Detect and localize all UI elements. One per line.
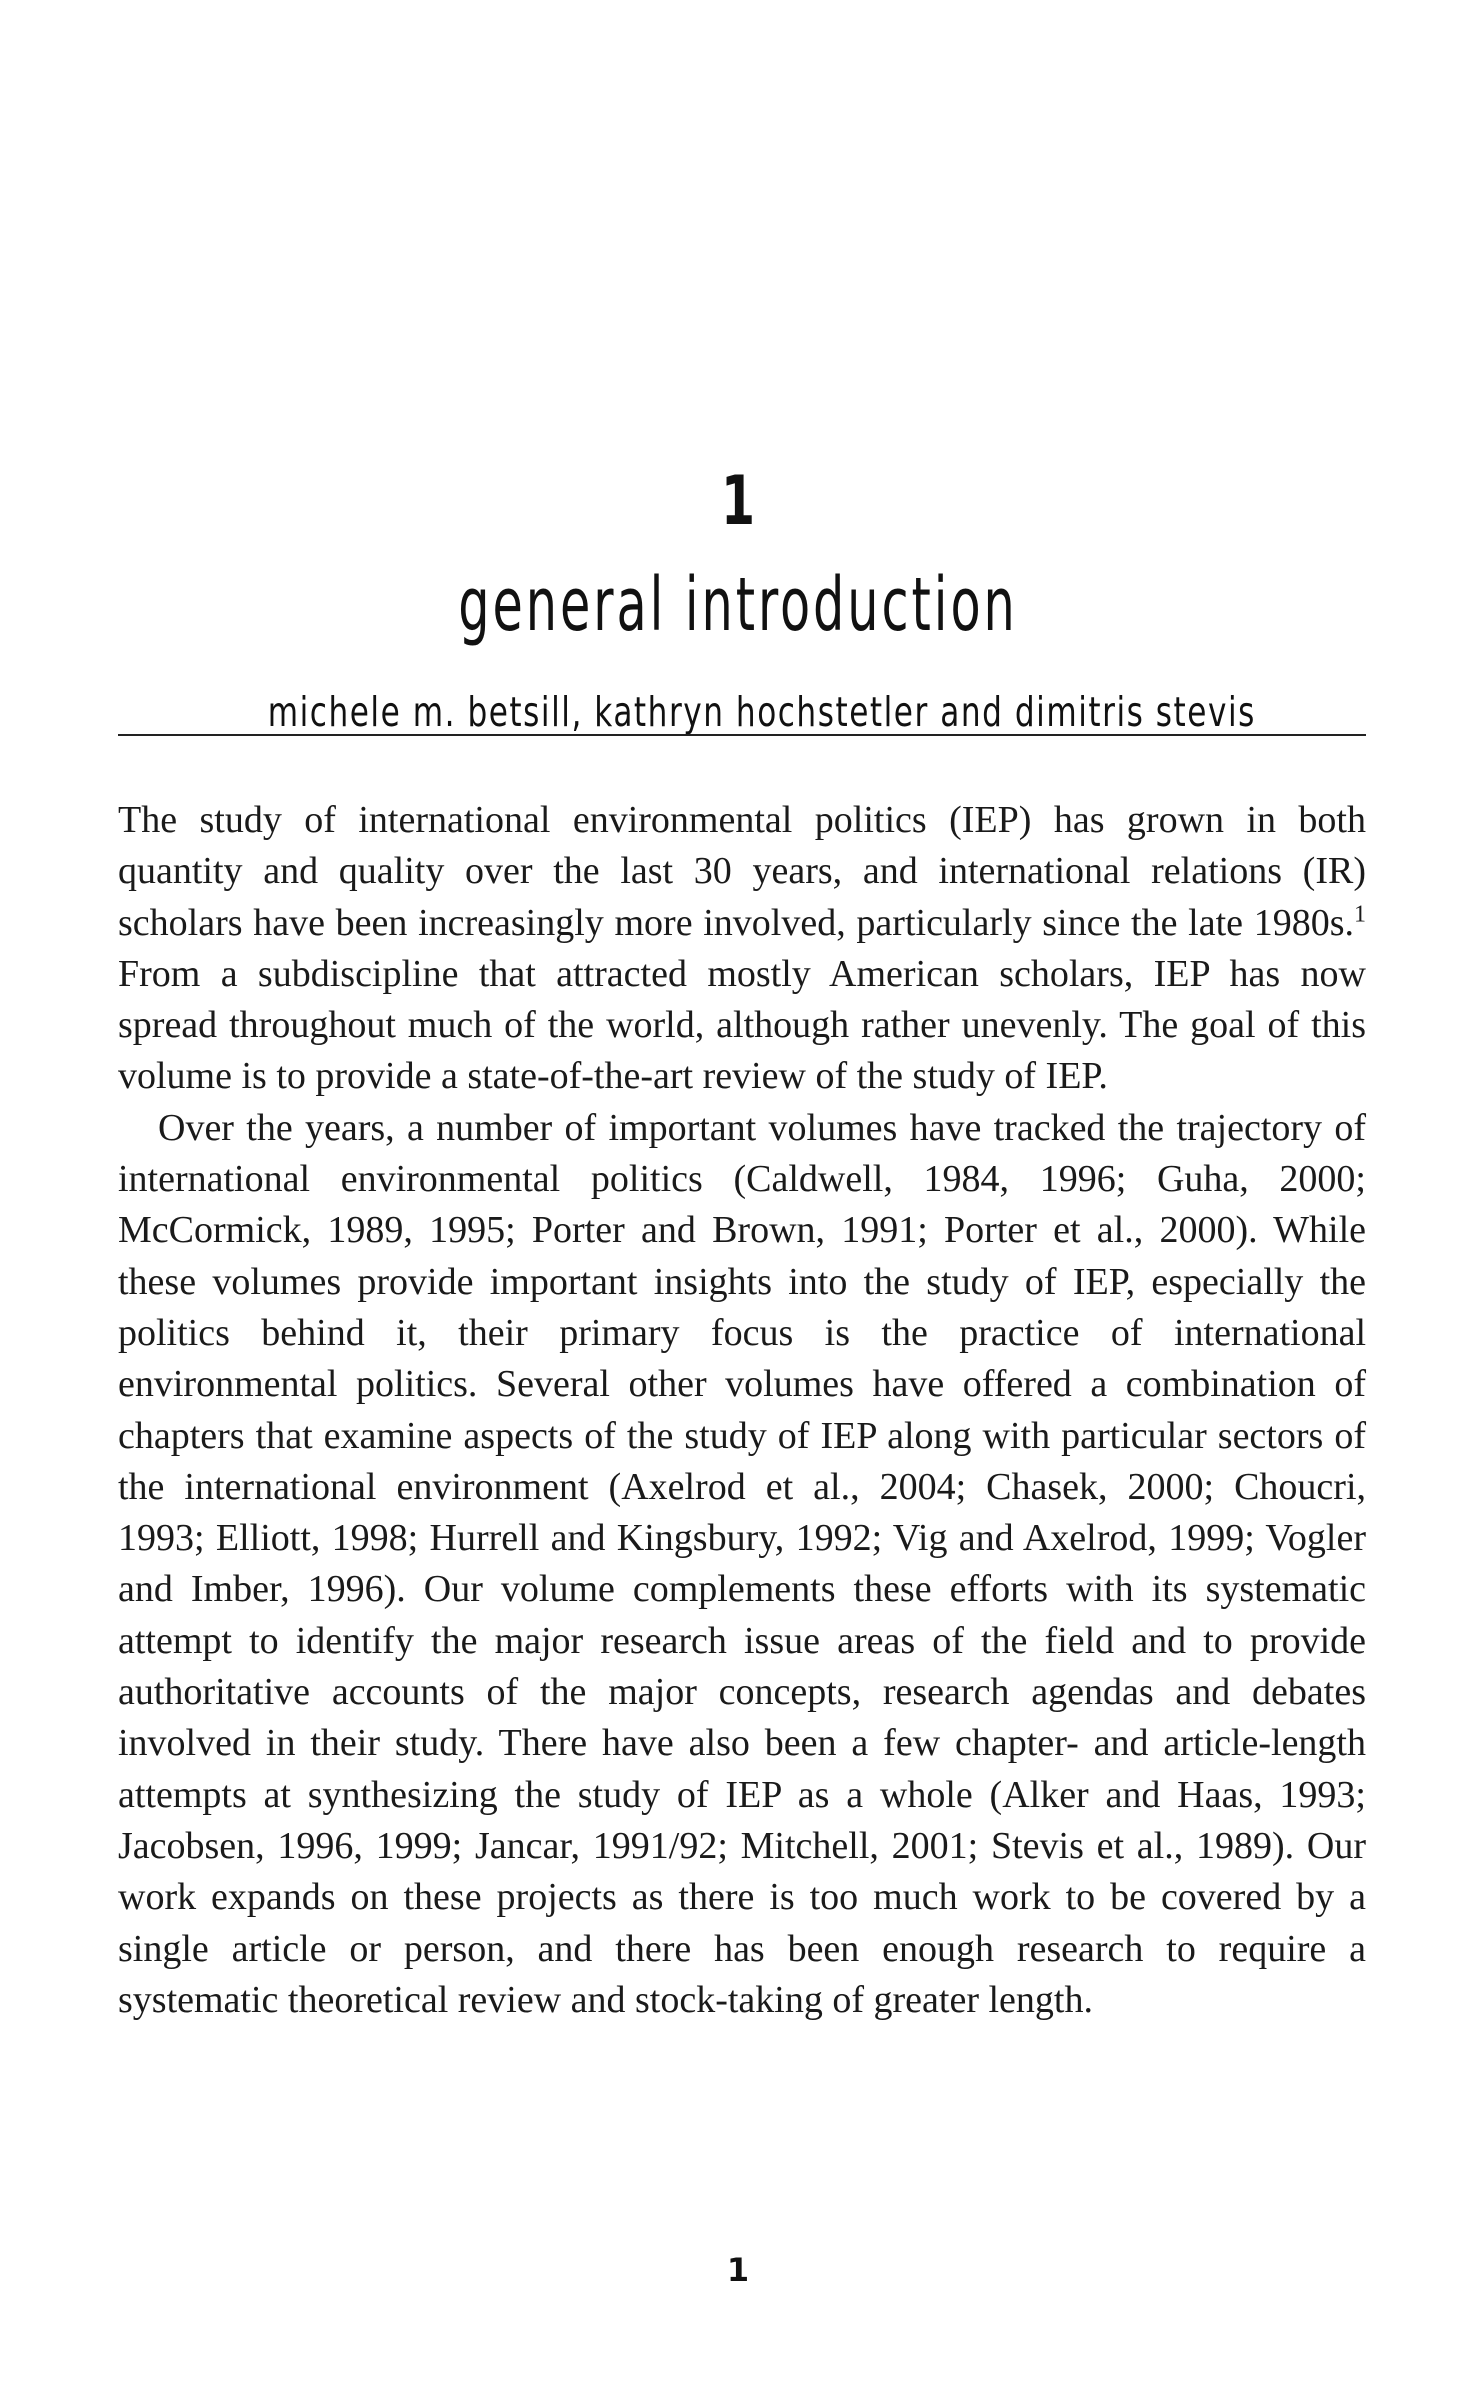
title-divider bbox=[118, 734, 1366, 736]
chapter-authors: michele m. betsill, kathryn hochstetler and dimitris stevis bbox=[267, 688, 1256, 736]
footnote-reference[interactable]: 1 bbox=[1354, 900, 1366, 927]
paragraph-1 bbox=[118, 795, 1366, 1103]
chapter-number: 1 bbox=[720, 462, 756, 541]
page-number: 1 bbox=[726, 2251, 750, 2289]
chapter-title: general introduction bbox=[458, 562, 1018, 648]
body-text bbox=[118, 795, 1366, 2026]
paragraph-1-text-a: The study of international environmental politics (IEP) has grown in both quantity and quality over the last 30 years, and international relations (IR) scholars have been increasingly more involved, particularly since the late 1980s. bbox=[118, 799, 1366, 944]
paragraph-2: Over the years, a number of important volumes have tracked the trajectory of international environmental politics (Caldwell, 1984, 1996; Guha, 2000; McCormick, 1989, 1995; Porter and Brown, 1991; Porter et al., 2000). While these volumes provide important insights into the study of IEP, especially the politics behind it, their primary focus is the practice of international environmental politics. Several other volumes have offered a combination of chapters that examine aspects of the study of IEP along with particular sectors of the international environment (Axelrod et al., 2004; Chasek, 2000; Choucri, 1993; Elliott, 1998; Hurrell and Kingsbury, 1992; Vig and Axelrod, 1999; Vogler and Imber, 1996). Our volume complements these efforts with its systematic attempt to identify the major research issue areas of the field and to provide authoritative accounts of the major concepts, research agendas and debates involved in their study. There have also been a few chapter- and article-length attempts at synthesizing the study of IEP as a whole (Alker and Haas, 1993; Jacobsen, 1996, 1999; Jancar, 1991/92; Mitchell, 2001; Stevis et al., 1989). Our work expands on these projects as there is too much work to be covered by a single article or person, and there has been enough research to require a systematic theoretical review and stock-taking of greater length. bbox=[118, 1106, 1366, 2021]
paragraph-1-text-b: From a subdiscipline that attracted mostly American scholars, IEP has now spread throughout much of the world, although rather unevenly. The goal of this volume is to provide a state-of-the-art review of the study of IEP. bbox=[118, 952, 1366, 1098]
